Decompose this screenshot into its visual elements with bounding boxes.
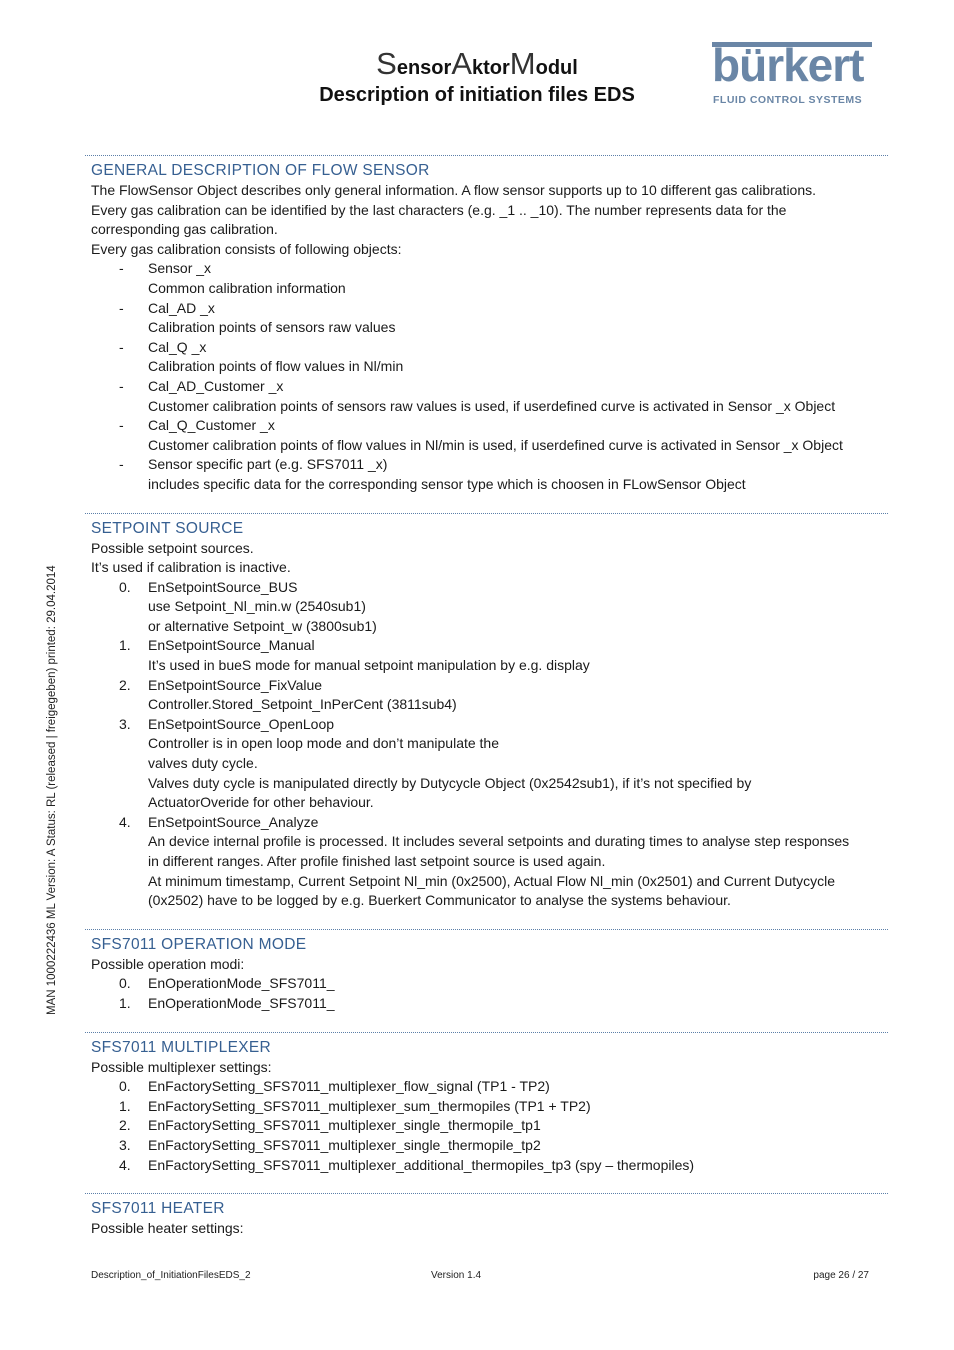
list-item-text: EnFactorySetting_SFS7011_multiplexer_sum_thermopiles (TP1 + TP2) bbox=[148, 1097, 591, 1114]
list-item bbox=[85, 259, 888, 298]
paragraph: Possible setpoint sources. bbox=[91, 539, 254, 556]
list-item-title: EnSetpointSource_OpenLoop bbox=[148, 715, 335, 732]
title-initial-m: M bbox=[509, 46, 536, 81]
list-item-line: It’s used in bueS mode for manual setpoint manipulation by e.g. display bbox=[148, 657, 590, 674]
list-marker: 2. bbox=[119, 676, 131, 693]
list-item-line: Valves duty cycle is manipulated directly by Dutycycle Object (0x2542sub1), if it’s not specified by bbox=[148, 774, 752, 791]
list-marker: 1. bbox=[119, 1097, 131, 1114]
list-item bbox=[85, 578, 888, 637]
paragraph: Possible heater settings: bbox=[91, 1220, 244, 1237]
list-item-title: EnSetpointSource_BUS bbox=[148, 578, 298, 595]
list-item bbox=[85, 1136, 888, 1156]
operation-mode-list bbox=[85, 974, 888, 1013]
list-item-desc: Calibration points of sensors raw values bbox=[148, 319, 396, 336]
section-heading-flow-sensor: GENERAL DESCRIPTION OF FLOW SENSOR bbox=[85, 155, 888, 181]
list-item-desc: Customer calibration points of flow values in Nl/min is used, if userdefined curve is activated in Sensor _x Object bbox=[148, 436, 843, 453]
list-marker: 2. bbox=[119, 1117, 131, 1134]
list-item-line: At minimum timestamp, Current Setpoint Nl_min (0x2500), Actual Flow Nl_min (0x2501) and Current Dutycycle bbox=[148, 872, 836, 889]
multiplexer-list bbox=[85, 1077, 888, 1175]
list-item-title: Cal_Q _x bbox=[148, 338, 207, 355]
footer-version: Version 1.4 bbox=[431, 1270, 482, 1281]
list-item-desc: Calibration points of flow values in Nl/min bbox=[148, 358, 404, 375]
list-marker: 0. bbox=[119, 975, 131, 992]
list-item bbox=[85, 715, 888, 813]
list-item bbox=[85, 338, 888, 377]
page-content bbox=[85, 155, 888, 1239]
list-marker: 1. bbox=[119, 994, 131, 1011]
list-marker: 3. bbox=[119, 715, 131, 732]
logo-wordmark: bürkert bbox=[712, 39, 864, 91]
paragraph: The FlowSensor Object describes only general information. A flow sensor supports up to 10 different gas calibrations. bbox=[91, 182, 817, 198]
list-item bbox=[85, 974, 888, 994]
list-item bbox=[85, 377, 888, 416]
setpoint-source-list bbox=[85, 578, 888, 911]
paragraph: Possible multiplexer settings: bbox=[91, 1058, 272, 1075]
list-item-desc: Common calibration information bbox=[148, 279, 346, 296]
burkert-logo bbox=[712, 39, 874, 108]
list-item-title: EnSetpointSource_FixValue bbox=[148, 676, 323, 693]
section-heading-operation-mode: SFS7011 OPERATION MODE bbox=[85, 929, 888, 955]
list-marker: 0. bbox=[119, 578, 131, 595]
section-heading-multiplexer: SFS7011 MULTIPLEXER bbox=[85, 1032, 888, 1058]
list-item bbox=[85, 636, 888, 675]
list-marker: 4. bbox=[119, 1156, 131, 1173]
footer-page-number: page 26 / 27 bbox=[813, 1270, 869, 1281]
list-item bbox=[85, 299, 888, 338]
list-item-text: EnFactorySetting_SFS7011_multiplexer_single_thermopile_tp2 bbox=[148, 1136, 541, 1153]
title-initial-a: A bbox=[451, 46, 472, 81]
list-marker: - bbox=[119, 338, 124, 355]
list-item-line: An device internal profile is processed. It includes several setpoints and durating times to analyse step responses bbox=[148, 833, 850, 850]
list-item bbox=[85, 1077, 888, 1097]
list-item-line: Controller is in open loop mode and don’t manipulate the bbox=[148, 735, 500, 752]
section-heading-setpoint-source: SETPOINT SOURCE bbox=[85, 513, 888, 539]
title-part-ensor: ensor bbox=[396, 57, 452, 79]
list-item-title: Cal_AD _x bbox=[148, 299, 215, 316]
list-item-title: Sensor specific part (e.g. SFS7011 _x) bbox=[148, 456, 388, 473]
paragraph: It’s used if calibration is inactive. bbox=[91, 559, 291, 576]
list-item-title: EnSetpointSource_Analyze bbox=[148, 813, 319, 830]
paragraph: Every gas calibration can be identified by the last characters (e.g. _1 .. _10). The number represents data for the bbox=[91, 201, 787, 218]
list-item-desc: Customer calibration points of sensors raw values is used, if userdefined curve is activated in Sensor _x Object bbox=[148, 397, 836, 414]
list-item-line: (0x2502) have to be logged by e.g. Buerkert Communicator to analyse the systems behaviour. bbox=[148, 892, 731, 909]
list-item bbox=[85, 1116, 888, 1136]
list-item-text: EnFactorySetting_SFS7011_multiplexer_additional_thermopiles_tp3 (spy – thermopiles) bbox=[148, 1156, 695, 1173]
title-part-odul: odul bbox=[535, 57, 578, 79]
list-item-text: EnOperationMode_SFS7011_ bbox=[148, 994, 335, 1011]
sidebar-document-info: MAN 1000222436 ML Version: A Status: RL (released | freigegeben) printed: 29.04.2014 bbox=[46, 565, 58, 1015]
list-item bbox=[85, 1097, 888, 1117]
list-item-line: valves duty cycle. bbox=[148, 755, 258, 772]
list-item bbox=[85, 994, 888, 1014]
list-item bbox=[85, 455, 888, 494]
document-subtitle: Description of initiation files EDS bbox=[319, 84, 635, 106]
list-marker: 0. bbox=[119, 1078, 131, 1095]
list-item bbox=[85, 676, 888, 715]
list-item-title: Sensor _x bbox=[148, 260, 212, 277]
list-item-desc: includes specific data for the corresponding sensor type which is choosen in FLowSensor Object bbox=[148, 475, 746, 492]
list-item-text: EnOperationMode_SFS7011_ bbox=[148, 975, 335, 992]
list-item-title: EnSetpointSource_Manual bbox=[148, 637, 315, 654]
list-item-line: ActuatorOveride for other behaviour. bbox=[148, 794, 374, 811]
list-item bbox=[85, 416, 888, 455]
paragraph: Possible operation modi: bbox=[91, 955, 245, 972]
list-item-line: Controller.Stored_Setpoint_InPerCent (3811sub4) bbox=[148, 696, 457, 713]
list-marker: - bbox=[119, 299, 124, 316]
logo-tagline: FLUID CONTROL SYSTEMS bbox=[713, 94, 863, 106]
list-item-text: EnFactorySetting_SFS7011_multiplexer_single_thermopile_tp1 bbox=[148, 1117, 541, 1134]
list-item bbox=[85, 813, 888, 911]
list-marker: - bbox=[119, 377, 124, 394]
list-marker: 4. bbox=[119, 813, 131, 830]
list-item-text: EnFactorySetting_SFS7011_multiplexer_flow_signal (TP1 - TP2) bbox=[148, 1078, 550, 1095]
list-item-title: Cal_Q_Customer _x bbox=[148, 417, 275, 434]
paragraph: corresponding gas calibration. bbox=[91, 221, 278, 238]
list-marker: 3. bbox=[119, 1136, 131, 1153]
list-item-title: Cal_AD_Customer _x bbox=[148, 377, 284, 394]
list-marker: - bbox=[119, 456, 124, 473]
title-initial-s: S bbox=[376, 46, 397, 81]
list-marker: - bbox=[119, 417, 124, 434]
list-marker: - bbox=[119, 260, 124, 277]
list-marker: 1. bbox=[119, 637, 131, 654]
flow-object-list bbox=[85, 259, 888, 494]
title-part-ktor: ktor bbox=[472, 57, 510, 79]
page-footer bbox=[91, 1270, 869, 1284]
section-heading-heater: SFS7011 HEATER bbox=[85, 1193, 888, 1219]
list-item-line: in different ranges. After profile finished last setpoint source is used again. bbox=[148, 853, 606, 869]
paragraph: Every gas calibration consists of following objects: bbox=[91, 240, 402, 257]
list-item-line: use Setpoint_Nl_min.w (2540sub1) bbox=[148, 598, 366, 615]
page-header bbox=[0, 0, 954, 130]
footer-filename: Description_of_InitiationFilesEDS_2 bbox=[91, 1270, 251, 1281]
list-item bbox=[85, 1156, 888, 1176]
list-item-line: or alternative Setpoint_w (3800sub1) bbox=[148, 617, 377, 634]
